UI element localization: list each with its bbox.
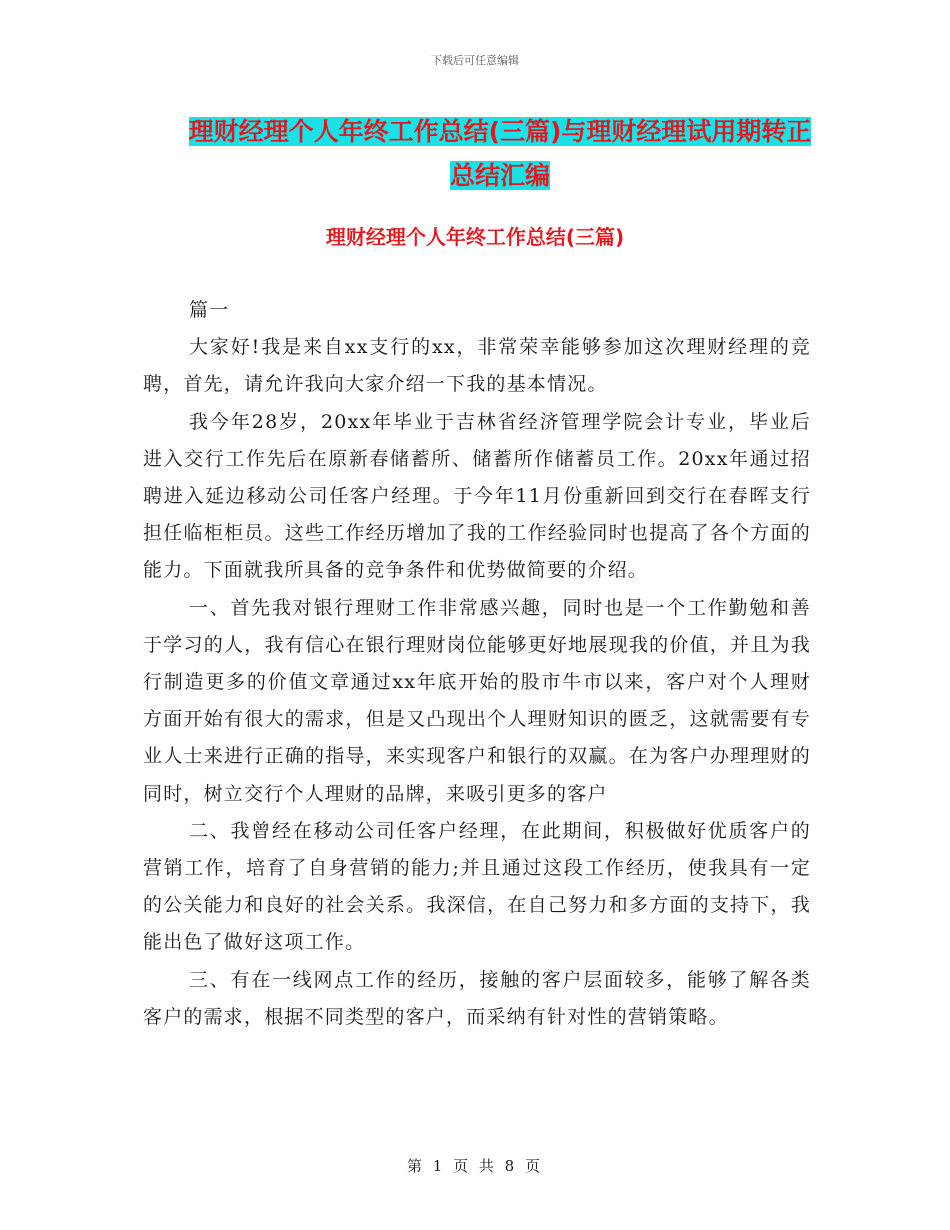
section-title: 理财经理个人年终工作总结(三篇) [325,225,625,249]
paragraph: 三、有在一线网点工作的经历，接触的客户层面较多，能够了解各类客户的需求，根据不同类型的客户，而采纳有针对性的营销策略。 [143,968,811,1028]
paragraph: 大家好!我是来自xx支行的xx，非常荣幸能够参加这次理财经理的竞聘，首先，请允许我向大家介绍一下我的基本情况。 [143,336,811,396]
paragraph: 我今年28岁，20xx年毕业于吉林省经济管理学院会计专业，毕业后进入交行工作先后在原新春储蓄所、储蓄所作储蓄员工作。20xx年通过招聘进入延边移动公司任客户经理。于今年11月份重新回到交行在春晖支行担任临柜柜员。这些工作经历增加了我的工作经验同时也提高了各个方面的能力。下面就我所具备的竞争条件和优势做简要的介绍。 [143,410,811,582]
paragraph: 篇一 [189,299,230,321]
paragraph: 二、我曾经在移动公司任客户经理，在此期间，积极做好优质客户的营销工作，培育了自身营销的能力;并且通过这段工作经历，使我具有一定的公关能力和良好的社会关系。我深信，在自己努力和多方面的支持下，我能出色了做好这项工作。 [143,819,811,954]
document-title-text: 理财经理个人年终工作总结(三篇)与理财经理试用期转正总结汇编 [188,117,812,190]
document-body [143,292,811,1036]
document-title [180,110,820,198]
page-number: 第 1 页 共 8 页 [407,1157,543,1175]
paragraph: 一、首先我对银行理财工作非常感兴趣，同时也是一个工作勤勉和善于学习的人，我有信心在银行理财岗位能够更好地展现我的价值，并且为我行制造更多的价值文章通过xx年底开始的股市牛市以来，客户对个人理财方面开始有很大的需求，但是又凸现出个人理财知识的匮乏，这就需要有专业人士来进行正确的指导，来实现客户和银行的双赢。在为客户办理理财的同时，树立交行个人理财的品牌，来吸引更多的客户 [143,596,811,805]
header-note: 下载后可任意编辑 [431,54,519,67]
